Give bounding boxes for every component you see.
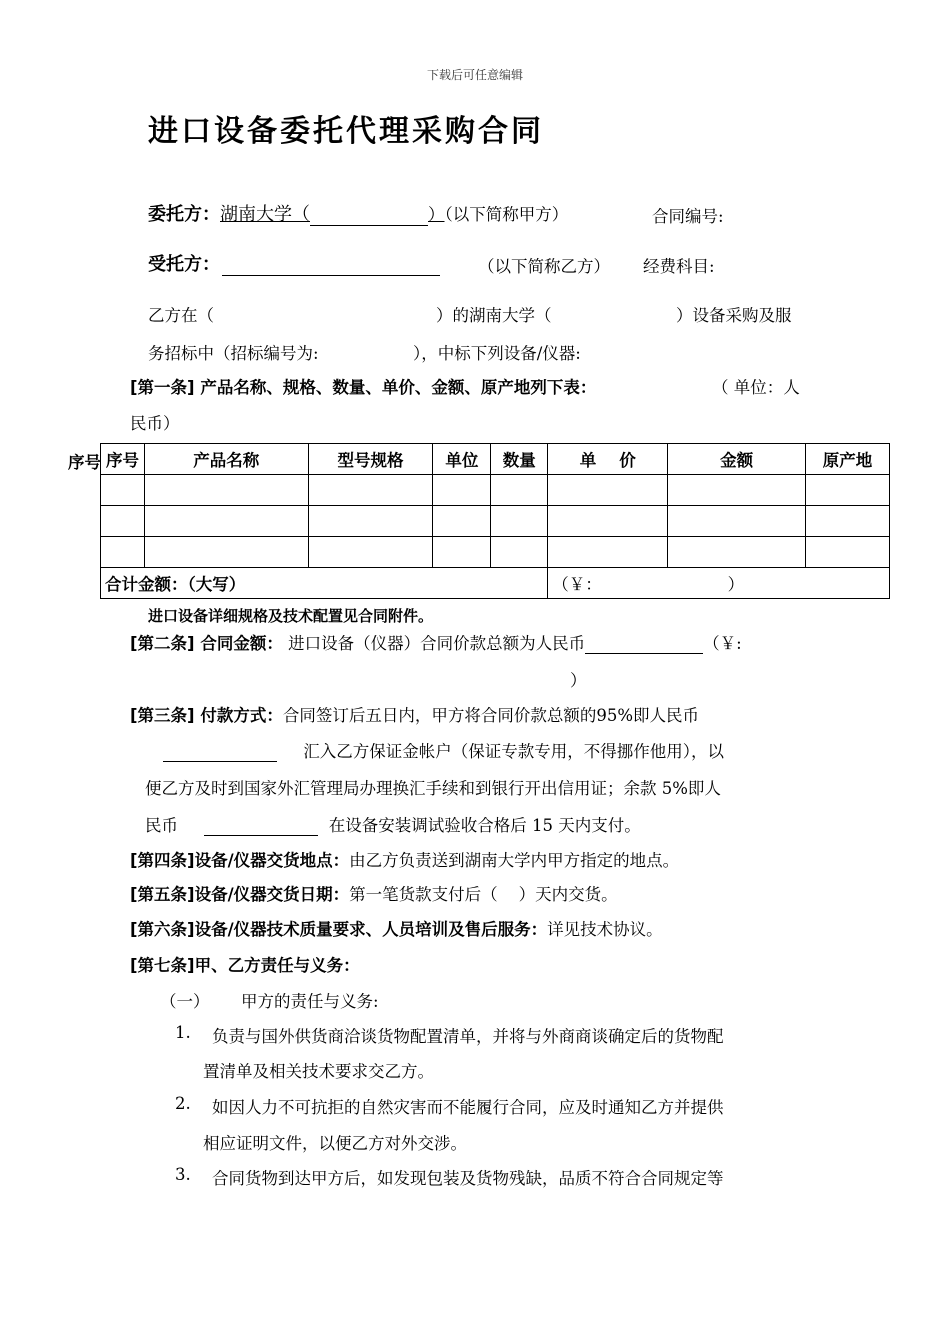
col-header: 单 价	[548, 444, 668, 475]
table-cell[interactable]	[491, 537, 548, 568]
article7-item-num: 2.	[175, 1094, 191, 1113]
contract-no-label: 合同编号:	[652, 207, 724, 226]
article3-line2	[163, 738, 724, 762]
article4-text: 由乙方负责送到湖南大学内甲方指定的地点。	[349, 851, 680, 870]
table-cell[interactable]	[101, 506, 145, 537]
table-cell[interactable]	[668, 506, 806, 537]
table-total-row	[101, 568, 890, 599]
article5-label: [第五条]设备/仪器交货日期：	[130, 885, 350, 904]
agent-line	[148, 250, 440, 276]
table-cell[interactable]	[308, 537, 433, 568]
table-cell[interactable]	[668, 475, 806, 506]
col-header: 型号规格	[308, 444, 433, 475]
table-cell[interactable]	[433, 475, 491, 506]
article3-label: [第三条] 付款方式：	[130, 706, 283, 725]
article7-item-num: 3.	[175, 1165, 191, 1184]
article6-text: 详见技术协议。	[547, 920, 663, 939]
table-outside-label: 序号	[68, 453, 101, 472]
article4-line	[130, 847, 679, 871]
total-label: 合计金额：（大写）	[101, 568, 548, 599]
article7-label: [第七条]甲、乙方责任与义务：	[130, 956, 360, 975]
col-header: 数量	[491, 444, 548, 475]
article7-item-line1: 合同货物到达甲方后，如发现包装及货物残缺，品质不符合合同规定等	[212, 1169, 724, 1188]
table-cell[interactable]	[548, 506, 668, 537]
client-name: 湖南大学（	[220, 204, 310, 225]
table-cell[interactable]	[491, 506, 548, 537]
client-label: 委托方：	[148, 204, 220, 225]
article3-line1	[130, 702, 699, 726]
attachment-note: 进口设备详细规格及技术配置见合同附件。	[148, 607, 434, 625]
article1-unit-note2: 民币）	[130, 414, 180, 433]
article4-label: [第四条]设备/仪器交货地点：	[130, 851, 350, 870]
client-line	[148, 200, 568, 226]
article5-text: 第一笔货款支付后（ ）天内交货。	[349, 885, 618, 904]
client-name-blank[interactable]	[310, 225, 428, 226]
article7-item-line1: 如因人力不可抗拒的自然灾害而不能履行合同，应及时通知乙方并提供	[212, 1098, 724, 1117]
intro-line2: 务招标中（招标编号为: ），中标下列设备/仪器:	[148, 344, 581, 363]
table-cell[interactable]	[491, 475, 548, 506]
article3-text4a: 民币	[145, 816, 178, 835]
article3-amount1-blank[interactable]	[163, 742, 277, 762]
intro-line1b: ）的湖南大学（	[436, 306, 552, 325]
article3-text4b: 在设备安装调试验收合格后 15 天内支付。	[328, 816, 641, 835]
header-note: 下载后可任意编辑	[426, 68, 523, 82]
article7-section1: （一） 甲方的责任与义务:	[160, 992, 379, 1011]
table-row	[101, 475, 890, 506]
article2-amount-blank[interactable]	[585, 634, 703, 654]
article7-item-line2: 置清单及相关技术要求交乙方。	[203, 1062, 434, 1081]
article7-item-num: 1.	[175, 1023, 191, 1042]
client-close: ）	[428, 205, 445, 224]
table-header-row	[101, 444, 890, 475]
client-suffix: （以下简称甲方）	[444, 205, 569, 224]
col-header: 原产地	[806, 444, 890, 475]
table-cell[interactable]	[144, 506, 308, 537]
article2-yen: （￥:	[703, 634, 742, 653]
article3-text2: 汇入乙方保证金帐户（保证专款专用，不得挪作他用），以	[303, 742, 724, 761]
article6-label: [第六条]设备/仪器技术质量要求、人员培训及售后服务：	[130, 920, 548, 939]
table-cell[interactable]	[548, 475, 668, 506]
table-cell[interactable]	[101, 537, 145, 568]
article6-line	[130, 916, 663, 940]
article3-line4	[145, 812, 641, 836]
table-cell[interactable]	[308, 475, 433, 506]
table-cell[interactable]	[144, 537, 308, 568]
article2-line	[130, 630, 742, 654]
table-cell[interactable]	[806, 506, 890, 537]
agent-name-blank[interactable]	[222, 256, 440, 276]
col-header: 金额	[668, 444, 806, 475]
article2-label: [第二条] 合同金额：	[130, 634, 283, 653]
article7-item-line2: 相应证明文件，以便乙方对外交涉。	[203, 1134, 467, 1153]
table-cell[interactable]	[668, 537, 806, 568]
items-table	[100, 443, 890, 599]
article3-amount2-blank[interactable]	[204, 816, 318, 836]
intro-line1c: ）设备采购及服	[676, 306, 792, 325]
table-cell[interactable]	[806, 475, 890, 506]
article3-text1: 合同签订后五日内，甲方将合同价款总额的95%即人民币	[282, 706, 700, 725]
table-cell[interactable]	[806, 537, 890, 568]
article1-label: [第一条] 产品名称、规格、数量、单价、金额、原产地列下表：	[130, 378, 597, 397]
intro-line1a: 乙方在（	[148, 306, 214, 325]
table-row	[101, 506, 890, 537]
col-header: 序号	[101, 444, 145, 475]
table-cell[interactable]	[548, 537, 668, 568]
agent-suffix: （以下简称乙方）	[478, 257, 610, 276]
table-cell[interactable]	[308, 506, 433, 537]
table-cell[interactable]	[433, 506, 491, 537]
article3-text3: 便乙方及时到国家外汇管理局办理换汇手续和到银行开出信用证；余款 5%即人	[145, 779, 721, 798]
col-header: 产品名称	[144, 444, 308, 475]
page-title: 进口设备委托代理采购合同	[148, 114, 544, 149]
article7-item-line1: 负责与国外供货商洽谈货物配置清单，并将与外商商谈确定后的货物配	[212, 1027, 724, 1046]
table-cell[interactable]	[101, 475, 145, 506]
table-cell[interactable]	[433, 537, 491, 568]
table-row	[101, 537, 890, 568]
article2-text: 进口设备（仪器）合同价款总额为人民币	[288, 634, 586, 653]
col-header: 单位	[433, 444, 491, 475]
article2-close: ）	[570, 671, 587, 690]
article1-unit-note: （ 单位：人	[712, 378, 800, 397]
article5-line	[130, 881, 618, 905]
total-yen[interactable]: （￥： ）	[548, 568, 890, 599]
agent-label: 受托方：	[148, 254, 220, 275]
table-cell[interactable]	[144, 475, 308, 506]
funding-label: 经费科目:	[643, 257, 715, 276]
